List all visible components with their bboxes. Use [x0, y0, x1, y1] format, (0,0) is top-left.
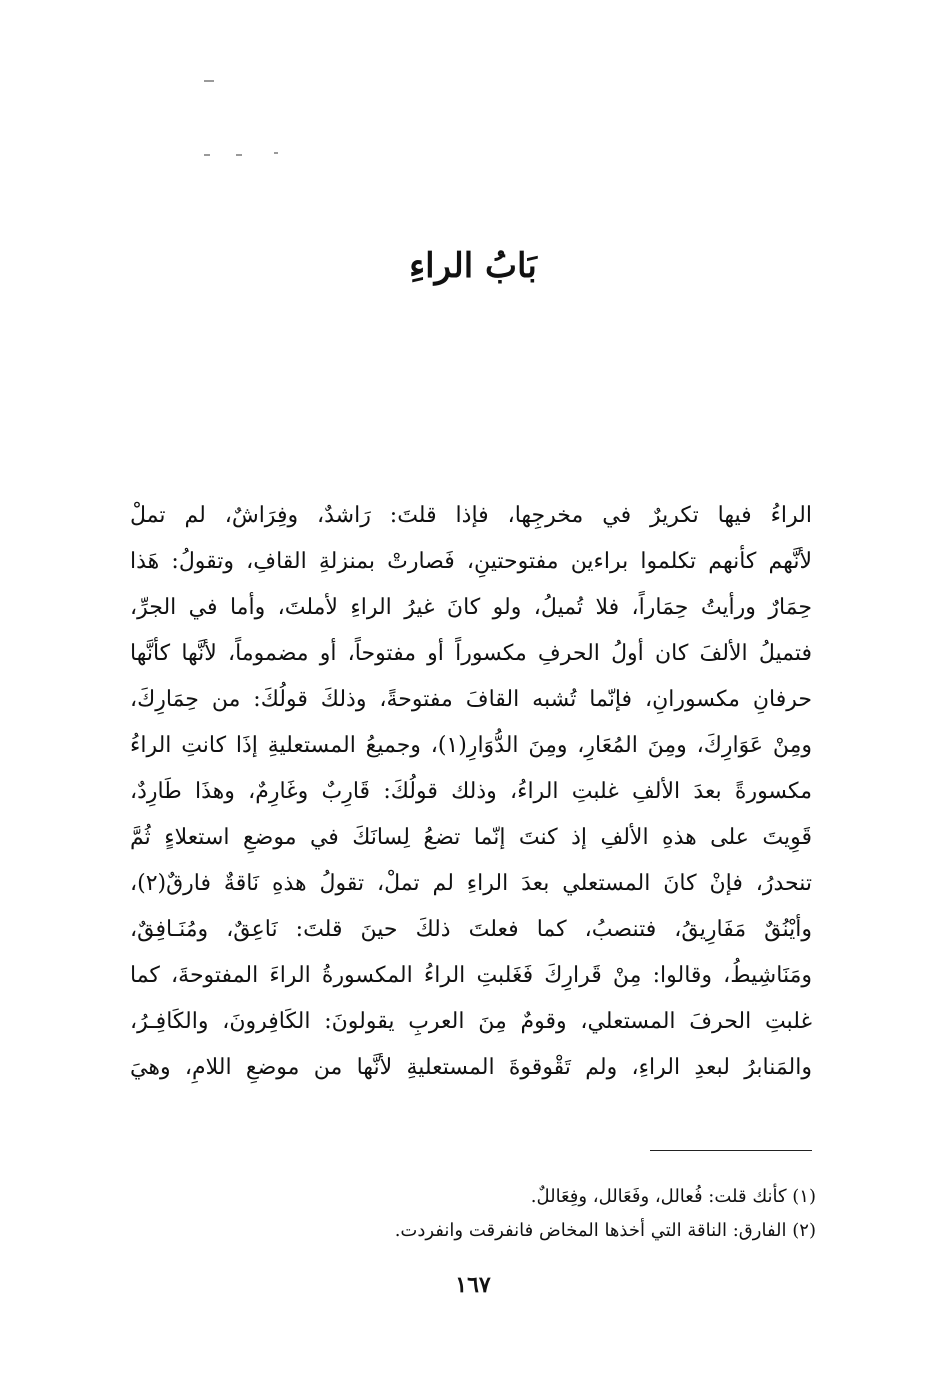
- scan-speck: [204, 154, 210, 156]
- text-line: حِمَارٌ ورأيتُ حِمَاراً، فلا تُميلُ، ولو كانَ غيرُ الراءِ لأملتَ، وأما في الجرِّ،: [130, 595, 812, 620]
- text-line: ومِنْ عَوَارِكَ، ومِنَ المُعَارِ، ومِنَ الدُّوَارِ(١)، وجميعُ المستعليةِ إذَا كانتِ الراءُ: [130, 733, 812, 758]
- chapter-title: بَابُ الراءِ: [409, 246, 537, 286]
- body-text: [130, 493, 812, 1091]
- text-line: فتميلُ الألفَ كان أولُ الحرفِ مكسوراً أو مفتوحاً، أو مضموماً، لأنَّها كأنَّها: [130, 641, 812, 666]
- text-line: مكسورةً بعدَ الألفِ غلبتِ الراءُ، وذلك قولُكَ: قَارِبٌ وغَارِمٌ، وهذَا طَارِدٌ،: [130, 779, 812, 804]
- scan-speck: [204, 80, 214, 82]
- text-line: ومَنَاشِيطُ، وقالوا: مِنْ قَرارِكَ فَغَلبتِ الراءُ المكسورةُ الراءَ المفتوحةَ، كما: [130, 963, 812, 988]
- text-line: وأيْنُقٌ مَفَارِيقُ، فتنصبُ، كما فعلتَ ذلكَ حينَ قلتَ: نَاعِقٌ، ومُنَـافِقٌ،: [130, 917, 812, 942]
- text-line: الراءُ فيها تكريرٌ في مخرجِها، فإذا قلتَ: رَاشدٌ، وفِرَاشٌ، لم تملْ: [130, 503, 812, 528]
- footnote: (١) كأنك قلت: فُعالل، وفَعَالل، وفِعَاللٌ.: [530, 1186, 816, 1207]
- text-line: لأنَّهم كأنهم تكلموا براءين مفتوحتينِ، فَصارتْ بمنزلةِ القافِ، وتقولُ: هَذا: [130, 549, 812, 574]
- text-line: حرفانِ مكسورانِ، فإنّما تُشبه القافَ مفتوحةً، وذلكَ قولُكَ: من حِمَارِكَ،: [130, 687, 812, 712]
- scan-speck: [236, 154, 242, 156]
- footnote-divider: [650, 1150, 812, 1151]
- scan-speck: [274, 152, 278, 154]
- text-line: والمَنابرُ لبعدِ الراءِ، ولم تَقْوقوةَ المستعليةِ لأنَّها من موضعِ اللامِ، وهيَ: [130, 1055, 812, 1080]
- text-line: غلبتِ الحرفَ المستعلي، وقومٌ مِنَ العربِ يقولونَ: الكَافِرونَ، والكَافِـرُ،: [130, 1009, 812, 1034]
- page-number: ١٦٧: [455, 1272, 491, 1298]
- text-line: قَوِيتَ على هذهِ الألفِ إذ كنتَ إنّما تضعُ لِسانَكَ في موضعِ استعلاءٍ ثُمَّ: [130, 825, 812, 850]
- footnotes: [134, 1180, 816, 1248]
- text-line: تنحدرُ، فإنْ كانَ المستعلي بعدَ الراءِ لم تملْ، تقولُ هذهِ نَاقةٌ فارقٌ(٢)،: [130, 871, 812, 896]
- footnote: (٢) الفارق: الناقة التي أخذها المخاض فانفرقت وانفردت.: [394, 1220, 816, 1241]
